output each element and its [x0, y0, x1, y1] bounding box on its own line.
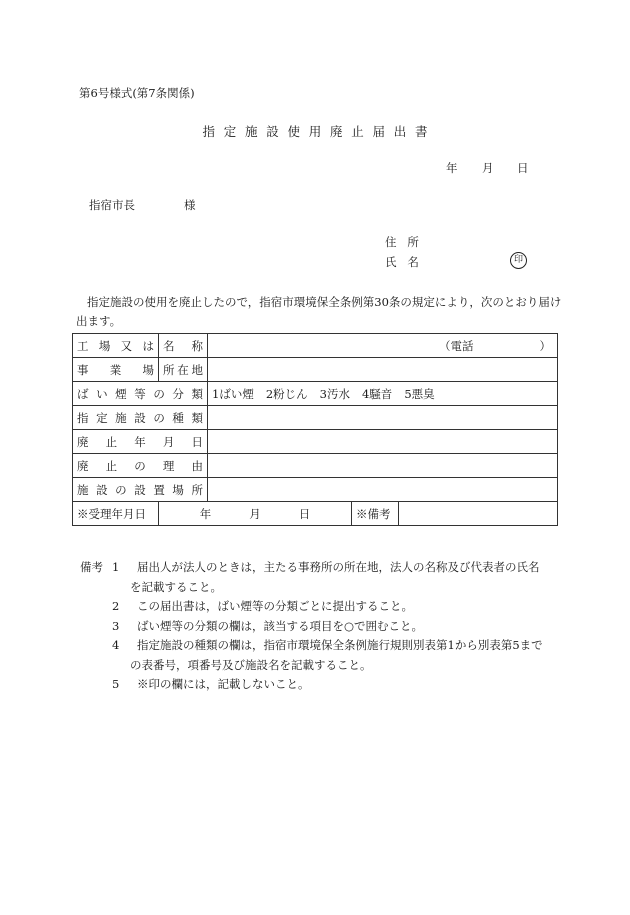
factory-label-bottom: 事業場 — [73, 358, 159, 382]
note-number: 5 — [112, 677, 120, 691]
date-month-label: 月 — [482, 161, 494, 175]
receipt-day-label: 日 — [298, 506, 311, 521]
seal-mark-icon: 印 — [510, 252, 527, 269]
receipt-month-label: 月 — [249, 506, 261, 521]
note-text: 指定施設の種類の欄は，指宿市環境保全条例施行規則別表第1から別表第5まで — [137, 638, 543, 652]
note-item — [80, 597, 556, 617]
note-text-continued: の表番号，項番号及び施設名を記載すること。 — [130, 657, 372, 672]
applicant-name-label: 氏名 — [385, 255, 430, 269]
note-number: 1 — [112, 560, 120, 574]
location-field[interactable] — [208, 358, 558, 382]
table-row — [73, 454, 558, 478]
note-item — [80, 636, 556, 675]
category-label: ばい煙等の分類 — [73, 382, 208, 406]
addressee-name: 指宿市長 — [89, 198, 135, 212]
note-item — [80, 617, 556, 637]
note-text: ※印の欄には，記載しないこと。 — [137, 677, 310, 691]
table-row — [73, 358, 558, 382]
abolition-reason-field[interactable] — [208, 454, 558, 478]
abolition-reason-label: 廃止の理由 — [73, 454, 208, 478]
document-title: 指定施設使用廃止届出書 — [202, 124, 437, 139]
factory-label-top: 工場又は — [73, 334, 159, 358]
abolition-date-field[interactable] — [208, 430, 558, 454]
applicant-address-label: 住所 — [385, 235, 430, 249]
category-option[interactable]: 4騒音 — [361, 386, 393, 401]
installation-place-field[interactable] — [208, 478, 558, 502]
table-row — [73, 406, 558, 430]
facility-type-field[interactable] — [208, 406, 558, 430]
category-options[interactable] — [208, 382, 558, 406]
note-item — [80, 558, 556, 597]
table-row — [73, 430, 558, 454]
note-item — [80, 675, 556, 695]
note-text: この届出書は，ばい煙等の分類ごとに提出すること。 — [137, 599, 413, 613]
abolition-date-label: 廃止年月日 — [73, 430, 208, 454]
statement-text: 指定施設の使用を廃止したので，指宿市環境保全条例第30条の規定により，次のとおり届け出ます。 — [76, 295, 562, 328]
facility-type-label: 指定施設の種類 — [73, 406, 208, 430]
phone-label: （電話 — [439, 338, 474, 353]
name-label: 名称 — [159, 334, 208, 358]
category-option[interactable]: 5悪臭 — [404, 386, 435, 401]
notes-section — [80, 558, 556, 695]
category-option[interactable]: 3汚水 — [319, 386, 350, 401]
notes-heading: 備考 — [80, 560, 103, 574]
table-row — [73, 478, 558, 502]
location-label: 所在地 — [159, 358, 208, 382]
remarks-field — [399, 502, 558, 526]
receipt-date-label: ※受理年月日 — [73, 502, 159, 526]
receipt-year-label: 年 — [199, 506, 212, 521]
name-field[interactable] — [208, 334, 558, 358]
date-day-label: 日 — [517, 161, 529, 175]
note-number: 4 — [112, 638, 120, 652]
note-number: 3 — [112, 618, 120, 633]
addressee-honorific: 様 — [184, 198, 196, 212]
phone-field[interactable] — [480, 338, 540, 354]
table-row — [73, 334, 558, 358]
note-text: ばい煙等の分類の欄は，該当する項目を○で囲むこと。 — [137, 618, 424, 633]
category-option[interactable]: 2粉じん — [265, 386, 308, 401]
table-row — [73, 382, 558, 406]
note-text-continued: を記載すること。 — [130, 579, 222, 594]
application-table — [72, 333, 558, 526]
note-number: 2 — [112, 599, 120, 613]
date-year-label: 年 — [446, 161, 458, 175]
installation-place-label: 施設の設置場所 — [73, 478, 208, 502]
phone-close: ） — [539, 338, 551, 353]
note-text: 届出人が法人のときは，主たる事務所の所在地，法人の名称及び代表者の氏名 — [137, 560, 540, 574]
receipt-date-field — [159, 502, 352, 526]
form-number: 第6号様式(第7条関係) — [79, 86, 195, 100]
category-option[interactable]: 1ばい煙 — [212, 386, 254, 401]
table-row — [73, 502, 558, 526]
remarks-label: ※備考 — [352, 502, 399, 526]
